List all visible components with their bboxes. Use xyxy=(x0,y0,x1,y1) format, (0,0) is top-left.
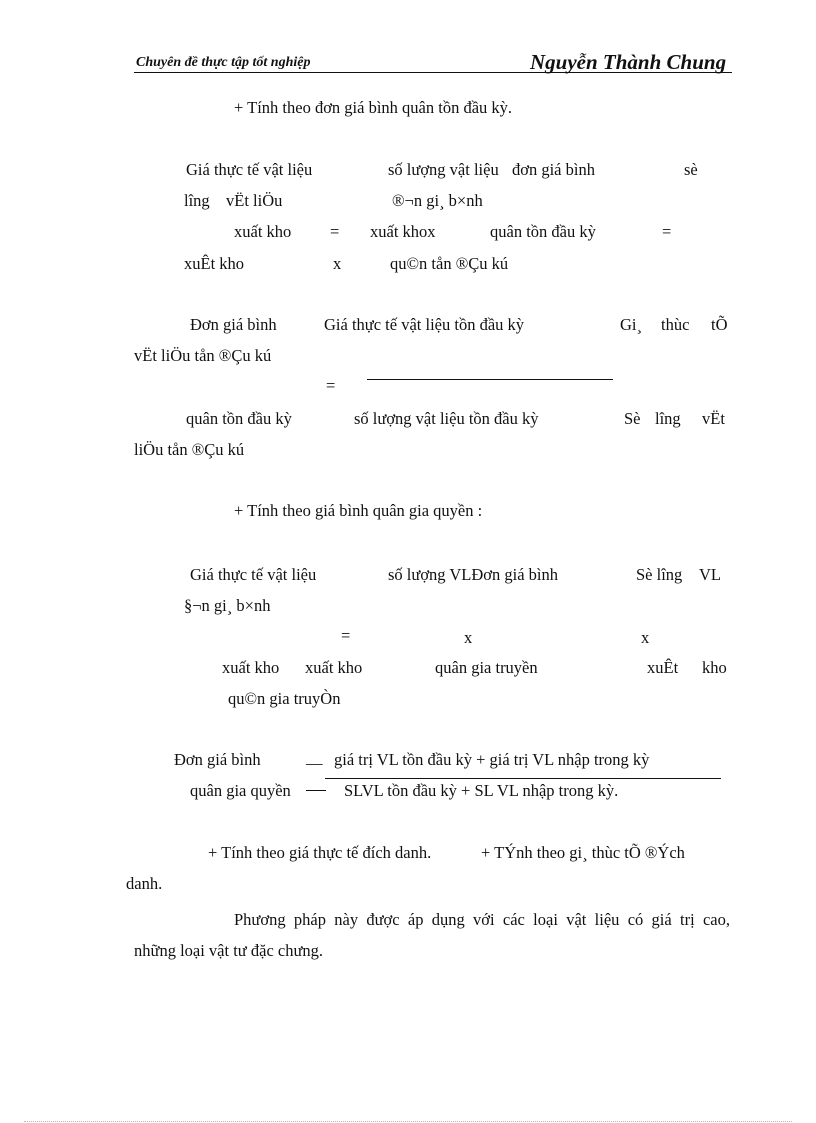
f2-text: liÖu tån ®Çu kú xyxy=(134,440,245,459)
f1-text: sè xyxy=(684,160,698,179)
f1-text: ®¬n gi¸ b×nh xyxy=(392,191,483,210)
f3-text: Sè lîng xyxy=(636,565,683,584)
f3-multiply: x xyxy=(464,628,473,647)
f3-text: Giá thực tế vật liệu xyxy=(190,565,317,584)
f2-text: thùc xyxy=(661,315,690,334)
f1-text: đơn giá bình xyxy=(512,160,595,179)
section3-heading-alt: + TÝnh theo gi¸ thùc tÕ ®Ých xyxy=(481,843,685,862)
f1-text: xuất kho xyxy=(234,222,292,241)
f2-text: Sè xyxy=(624,409,641,428)
header-document-title: Chuyên đề thực tập tốt nghiệp xyxy=(136,55,311,70)
f3-text: số lượng VLĐơn giá bình xyxy=(388,565,559,584)
f3-text: qu©n gia truyÒn xyxy=(228,689,341,708)
f3-text: §¬n gi¸ b×nh xyxy=(184,596,271,615)
f2-numerator: Giá thực tế vật liệu tồn đầu kỳ xyxy=(324,315,525,334)
f2-text: Gi¸ xyxy=(620,315,642,334)
f1-text: xuÊt kho xyxy=(184,254,245,273)
f1-text: quân tồn đầu kỳ xyxy=(490,222,596,241)
f3-text: xuất kho xyxy=(305,658,363,677)
f3-text: quân gia truyền xyxy=(435,658,538,677)
f2-text: lîng xyxy=(655,409,681,428)
paragraph-line: những loại vật tư đặc chưng. xyxy=(134,941,324,960)
f3-text: VL xyxy=(699,565,721,584)
f3-text: xuÊt xyxy=(647,658,679,677)
f2-text: Đơn giá bình xyxy=(190,315,277,334)
f2-text: quân tồn đầu kỳ xyxy=(186,409,292,428)
f3-equals: = xyxy=(341,626,351,645)
f3-multiply: x xyxy=(641,628,650,647)
f1-multiply: x xyxy=(333,254,342,273)
paragraph-line: Phương pháp này được áp dụng với các loại vật liệu có giá trị cao, xyxy=(234,910,730,929)
f4-numerator: giá trị VL tồn đầu kỳ + giá trị VL nhập trong kỳ xyxy=(334,750,650,769)
f4-fraction-bar xyxy=(325,778,721,779)
section2-heading: + Tính theo giá bình quân gia quyền : xyxy=(234,501,483,520)
f2-fraction-bar xyxy=(367,379,613,380)
f1-text: lîng xyxy=(184,191,210,210)
f4-text: Đơn giá bình xyxy=(174,750,261,769)
section3-heading-cont: danh. xyxy=(126,874,163,893)
f4-dash xyxy=(306,790,326,791)
f1-text: số lượng vật liệu xyxy=(388,160,499,179)
f2-denominator: số lượng vật liệu tồn đầu kỳ xyxy=(354,409,539,428)
f4-underscore: __ xyxy=(306,748,323,767)
f3-text: kho xyxy=(702,658,727,677)
section1-heading: + Tính theo đơn giá bình quân tồn đầu kỳ. xyxy=(234,98,513,117)
f1-text: qu©n tån ®Çu kú xyxy=(390,254,509,273)
f2-text: vËt xyxy=(702,409,725,428)
header-rule xyxy=(134,72,732,73)
f1-text: Giá thực tế vật liệu xyxy=(186,160,313,179)
f1-text: xuất khox xyxy=(370,222,436,241)
f1-equals: = xyxy=(662,222,672,241)
f2-text: tÕ xyxy=(711,315,728,334)
page-bottom-edge xyxy=(24,1121,792,1122)
f4-text: quân gia quyền xyxy=(190,781,291,800)
section3-heading: + Tính theo giá thực tế đích danh. xyxy=(208,843,432,862)
header-author-name: Nguyễn Thành Chung xyxy=(530,50,727,74)
f3-text: xuất kho xyxy=(222,658,280,677)
f4-denominator: SLVL tồn đầu kỳ + SL VL nhập trong kỳ. xyxy=(344,781,619,800)
f2-equals: = xyxy=(326,376,336,395)
f2-text: vËt liÖu tån ®Çu kú xyxy=(134,346,272,365)
f1-equals: = xyxy=(330,222,340,241)
f1-text: vËt liÖu xyxy=(226,191,283,210)
